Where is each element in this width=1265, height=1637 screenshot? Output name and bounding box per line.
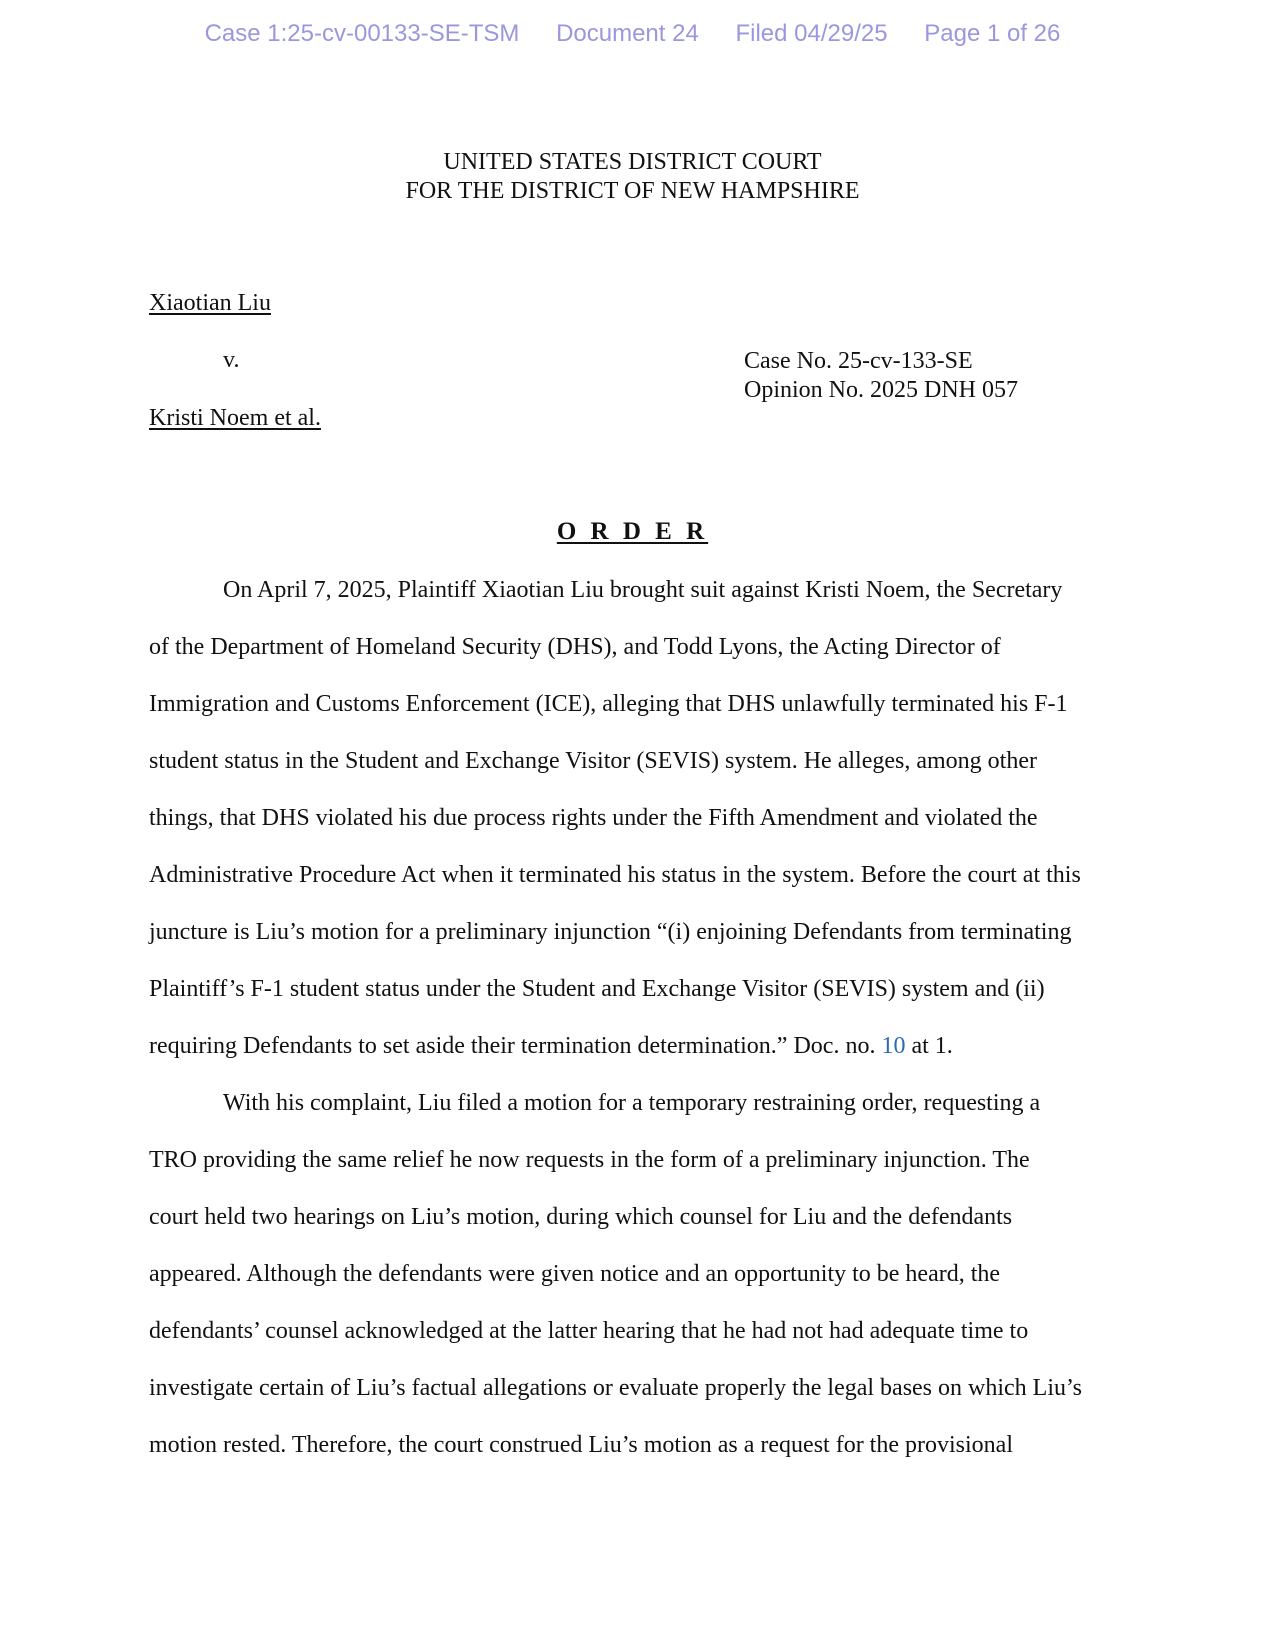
paragraph-line: TRO providing the same relief he now requests in the form of a preliminary injunction. The (149, 1147, 1030, 1173)
paragraph-line: Administrative Procedure Act when it terminated his status in the system. Before the court at this (149, 862, 1081, 888)
court-name-line-1: UNITED STATES DISTRICT COURT (443, 149, 822, 175)
versus-label: v. (223, 347, 240, 373)
paragraph-line: With his complaint, Liu filed a motion for a temporary restraining order, requesting a (223, 1090, 1041, 1116)
paragraph-line-last (149, 1018, 1117, 1075)
court-name (0, 148, 1265, 206)
paragraph-2 (149, 1075, 1117, 1474)
opinion-number: Opinion No. 2025 DNH 057 (744, 377, 1018, 403)
court-name-line-2: FOR THE DISTRICT OF NEW HAMPSHIRE (405, 178, 860, 204)
paragraph-1 (149, 562, 1117, 1075)
plaintiff-name: Xiaotian Liu (149, 290, 271, 316)
paragraph-line: court held two hearings on Liu’s motion, during which counsel for Liu and the defendants (149, 1204, 1013, 1230)
paragraph-line: motion rested. Therefore, the court construed Liu’s motion as a request for the provisional (149, 1432, 1013, 1458)
case-number: Case No. 25-cv-133-SE (744, 348, 973, 374)
paragraph-line: defendants’ counsel acknowledged at the latter hearing that he had not had adequate time to (149, 1318, 1029, 1344)
ecf-document-number: Document 24 (556, 20, 699, 47)
paragraph-line: things, that DHS violated his due process rights under the Fifth Amendment and violated the (149, 805, 1038, 831)
defendant-name: Kristi Noem et al. (149, 405, 321, 431)
paragraph-line: Immigration and Customs Enforcement (ICE), alleging that DHS unlawfully terminated his F-1 (149, 691, 1068, 717)
paragraph-text: at 1. (905, 1033, 953, 1059)
paragraph-line: of the Department of Homeland Security (DHS), and Todd Lyons, the Acting Director of (149, 634, 1001, 660)
paragraph-line: appeared. Although the defendants were given notice and an opportunity to be heard, the (149, 1261, 1001, 1287)
ecf-case-number: Case 1:25-cv-00133-SE-TSM (204, 20, 520, 47)
paragraph-line: juncture is Liu’s motion for a preliminary injunction “(i) enjoining Defendants from terminating (149, 919, 1072, 945)
paragraph-line: investigate certain of Liu’s factual allegations or evaluate properly the legal bases on which Liu’s (149, 1375, 1083, 1401)
paragraph-line: student status in the Student and Exchange Visitor (SEVIS) system. He alleges, among other (149, 748, 1037, 774)
case-info (744, 347, 1018, 405)
order-title: O R D E R (556, 518, 709, 545)
ecf-page-number: Page 1 of 26 (924, 20, 1061, 47)
ecf-filed-date: Filed 04/29/25 (735, 20, 888, 47)
paragraph-text: requiring Defendants to set aside their termination determination.” Doc. no. (149, 1033, 882, 1059)
docket-link[interactable]: 10 (881, 1033, 906, 1059)
paragraph-line: On April 7, 2025, Plaintiff Xiaotian Liu brought suit against Kristi Noem, the Secretary (223, 577, 1063, 603)
ecf-header (0, 20, 1265, 48)
paragraph-line: Plaintiff’s F-1 student status under the Student and Exchange Visitor (SEVIS) system and (ii) (149, 976, 1045, 1002)
